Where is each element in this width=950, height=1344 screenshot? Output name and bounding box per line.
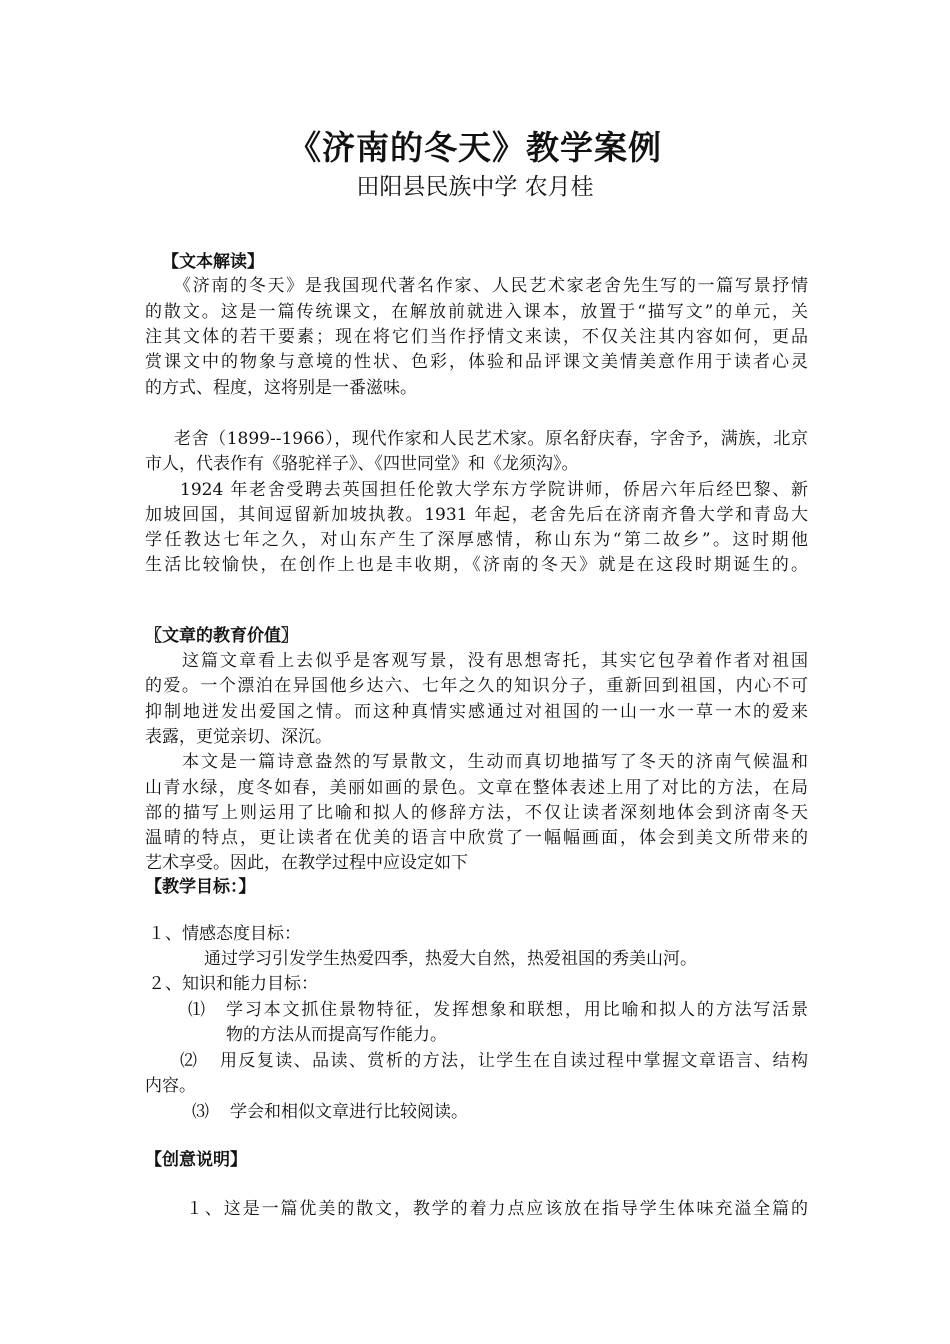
goal-item-text: 物的方法从而提高写作能力。 bbox=[226, 1025, 447, 1045]
paragraph-line: 老舍（1899--1966），现代作家和人民艺术家。原名舒庆春，字舍予，满族，北京 bbox=[174, 429, 808, 449]
paragraph-line: 《济南的冬天》是我国现代著名作家、人民艺术家老舍先生写的一篇写景抒情 bbox=[174, 276, 808, 296]
paragraph-line: 赏课文中的物象与意境的性状、色彩，体验和品评课文美情美意作用于读者心灵 bbox=[145, 352, 808, 372]
paragraph-line: 注其文体的若干要素；现在将它们当作抒情文来读，不仅关注其内容如何，更品 bbox=[145, 327, 808, 347]
paragraph-line: 表露，更觉亲切、深沉。 bbox=[145, 727, 332, 747]
paragraph-line: 本文是一篇诗意盎然的写景散文，生动而真切地描写了冬天的济南气候温和 bbox=[182, 752, 808, 772]
section-heading-goals: 【教学目标：】 bbox=[145, 877, 256, 897]
goal-item-text: 用反复读、品读、赏析的方法，让学生在自读过程中掌握文章语言、结构 bbox=[220, 1051, 808, 1071]
paragraph-line: 这篇文章看上去似乎是客观写景，没有思想寄托，其实它包孕着作者对祖国 bbox=[182, 651, 808, 671]
goal-item-text: 学习本文抓住景物特征，发挥想象和联想，用比喻和拟人的方法写活景 bbox=[226, 1000, 808, 1020]
paragraph-line: 市人，代表作有《骆驼祥子》、《四世同堂》和《龙须沟》。 bbox=[145, 454, 579, 474]
paragraph-line: 抑制地迸发出爱国之情。而这种真情实感通过对祖国的一山一水一草一木的爱来 bbox=[145, 702, 808, 722]
item-number: ⑵ bbox=[180, 1051, 197, 1071]
paragraph-line: 1924 年老舍受聘去英国担任伦敦大学东方学院讲师，侨居六年后经巴黎、新 bbox=[180, 480, 808, 500]
item-number: ⑶ bbox=[192, 1102, 209, 1122]
section-heading-reading: 【文本解读】 bbox=[162, 252, 264, 272]
goal-label: ２、知识和能力目标： bbox=[148, 974, 318, 994]
document-title: 《济南的冬天》教学案例 bbox=[288, 128, 662, 167]
section-heading-idea: 【创意说明】 bbox=[145, 1150, 247, 1170]
paragraph-line: 生活比较愉快，在创作上也是丰收期，《济南的冬天》就是在这段时期诞生的。 bbox=[145, 555, 808, 575]
paragraph-line: 温晴的特点，更让读者在优美的语言中欣赏了一幅幅画面，体会到美文所带来的 bbox=[145, 828, 808, 848]
goal-label: １、情感态度目标： bbox=[148, 924, 301, 944]
goal-item-text: 内容。 bbox=[145, 1076, 196, 1096]
goal-text: 通过学习引发学生热爱四季，热爱大自然，热爱祖国的秀美山河。 bbox=[204, 949, 697, 969]
item-number: ⑴ bbox=[188, 1000, 205, 1020]
paragraph-line: 加坡回国，其间逗留新加坡执教。1931 年起，老舍先后在济南齐鲁大学和青岛大 bbox=[145, 505, 808, 525]
goal-item-text: 学会和相似文章进行比较阅读。 bbox=[230, 1102, 468, 1122]
paragraph-line: 的方式、程度，这将别是一番滋味。 bbox=[145, 378, 417, 398]
section-heading-value: 〖文章的教育价值〗 bbox=[145, 626, 298, 646]
paragraph-line: 艺术享受。因此，在教学过程中应设定如下 bbox=[145, 853, 468, 873]
paragraph-line: 的散文。这是一篇传统课文，在解放前就进入课本，放置于“描写文”的单元，关 bbox=[145, 302, 808, 322]
paragraph-line: 部的描写上则运用了比喻和拟人的修辞方法，不仅让读者深刻地体会到济南冬天 bbox=[145, 803, 808, 823]
author-line: 田阳县民族中学 农月桂 bbox=[356, 174, 594, 200]
paragraph-line: １、这是一篇优美的散文，教学的着力点应该放在指导学生体味充溢全篇的 bbox=[186, 1199, 808, 1219]
paragraph-line: 山青水绿，度冬如春，美丽如画的景色。文章在整体表述上用了对比的方法，在局 bbox=[145, 778, 808, 798]
paragraph-line: 的爱。一个漂泊在异国他乡达六、七年之久的知识分子，重新回到祖国，内心不可 bbox=[145, 676, 808, 696]
paragraph-line: 学任教达七年之久，对山东产生了深厚感情，称山东为“第二故乡”。这时期他 bbox=[145, 530, 808, 550]
